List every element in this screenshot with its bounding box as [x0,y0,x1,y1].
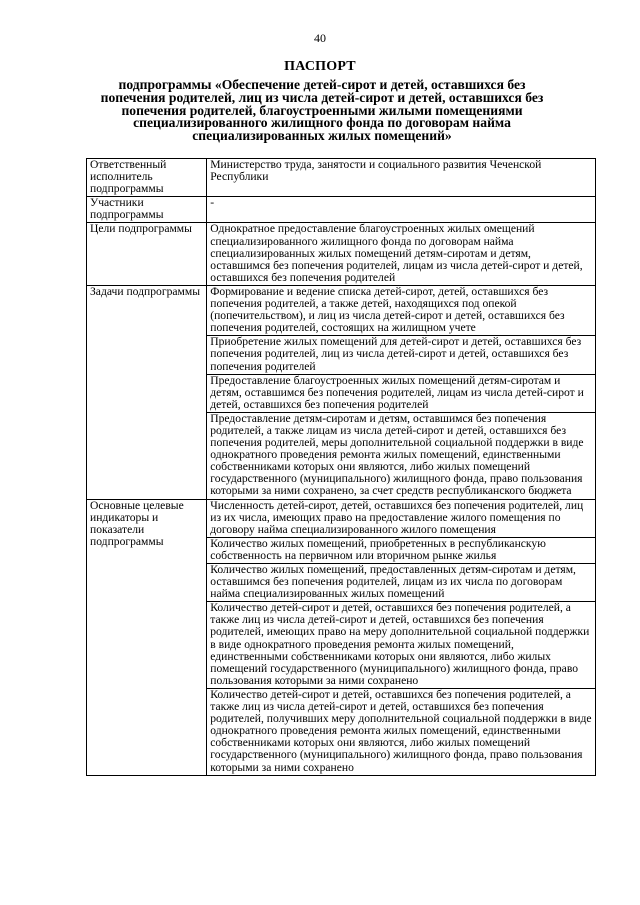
passport-table [86,158,596,776]
row-label-responsible-executor: Ответственный исполнитель подпрограммы [87,159,207,197]
table-row [87,499,596,537]
row-label-tasks: Задачи подпрограммы [87,285,207,499]
row-value-cell: Предоставление детям-сиротам и детям, оставшимся без попечения родителей, а также лицам из числа детей-сирот и детей, оставшихся без попечения родителей, меры дополнительной социальной поддержки в виде однократного проведения ремонта жилых помещений, единственными собственниками которых они являются, либо жилых помещений государственного (муниципального) жилищного фонда, право пользования которыми за ними сохранено, за счет средств республиканского бюджета [207,412,596,499]
passport-table-body [87,159,596,776]
row-value-cell: - [207,197,596,223]
table-row [87,197,596,223]
row-value-cell: Количество детей-сирот и детей, оставшихся без попечения родителей, а также лиц из числа детей-сирот и детей, оставшихся без попечения родителей, получивших меру дополнительной социальной поддержки в виде однократного проведения ремонта жилых помещений, единственными собственниками которых они являются, либо жилых помещений государственного (муниципального) жилищного фонда, право пользования которыми за ними сохранено [207,688,596,775]
table-row [87,223,596,285]
document-title: ПАСПОРТ [284,59,356,74]
table-row [87,285,596,335]
row-value-cell: Количество жилых помещений, приобретенных в республиканскую собственность на первичном или вторичном рынке жилья [207,537,596,563]
row-value-cell: Министерство труда, занятости и социального развития Чеченской Республики [207,159,596,197]
row-value-cell: Формирование и ведение списка детей-сирот, детей, оставшихся без попечения родителей, а также детей, находящихся под опекой (попечительством), и лиц из числа детей-сирот и детей, оставшихся без попечения родителей, состоящих на жилищном учете [207,285,596,335]
row-value-cell: Численность детей-сирот, детей, оставшихся без попечения родителей, лиц из их числа, имеющих право на предоставление жилого помещения по договору найма специализированного жилого помещения [207,499,596,537]
row-label-target-indicators: Основные целевые индикаторы и показатели подпрограммы [87,499,207,775]
row-label-goals: Цели подпрограммы [87,223,207,285]
row-value-cell: Количество детей-сирот и детей, оставшихся без попечения родителей, а также лиц из числа детей-сирот и детей, оставшихся без попечения родителей, имеющих право на меру дополнительной социальной поддержки в виде однократного проведения ремонта жилых помещений, единственными собственниками которых они являются, либо жилых помещений государственного (муниципального) жилищного фонда, право пользования которыми за ними сохранено [207,602,596,689]
row-value-cell: Количество жилых помещений, предоставленных детям-сиротам и детям, оставшимся без попечения родителей, лицам из их числа по договорам найма специализированных жилых помещений [207,564,596,602]
row-label-participants: Участники подпрограммы [87,197,207,223]
page-number: 40 [314,31,326,45]
row-value-cell: Предоставление благоустроенных жилых помещений детям-сиротам и детям, оставшимся без попечения родителей, лицам из числа детей-сирот и детей, оставшихся без попечения родителей [207,374,596,412]
table-row [87,159,596,197]
row-value-cell: Однократное предоставление благоустроенных жилых омещений специализированного жилищного фонда по договорам найма специализированных жилых помещений детям-сиротам и детям, оставшимся без попечения родителей, лицам из числа детей-сирот и детей, оставшихся без попечения родителей [207,223,596,285]
document-subtitle: подпрограммы «Обеспечение детей-сирот и детей, оставшихся без попечения родителей, лиц из числа детей-сирот и детей, оставшихся без попечения родителей, благоустроенными жилыми помещениями специализированного жилищного фонда по договорам найма специализированных жилых помещений» [100,77,544,144]
row-value-cell: Приобретение жилых помещений для детей-сирот и детей, оставшихся без попечения родителей, лиц из числа детей-сирот и детей, оставшихся без попечения родителей [207,336,596,374]
